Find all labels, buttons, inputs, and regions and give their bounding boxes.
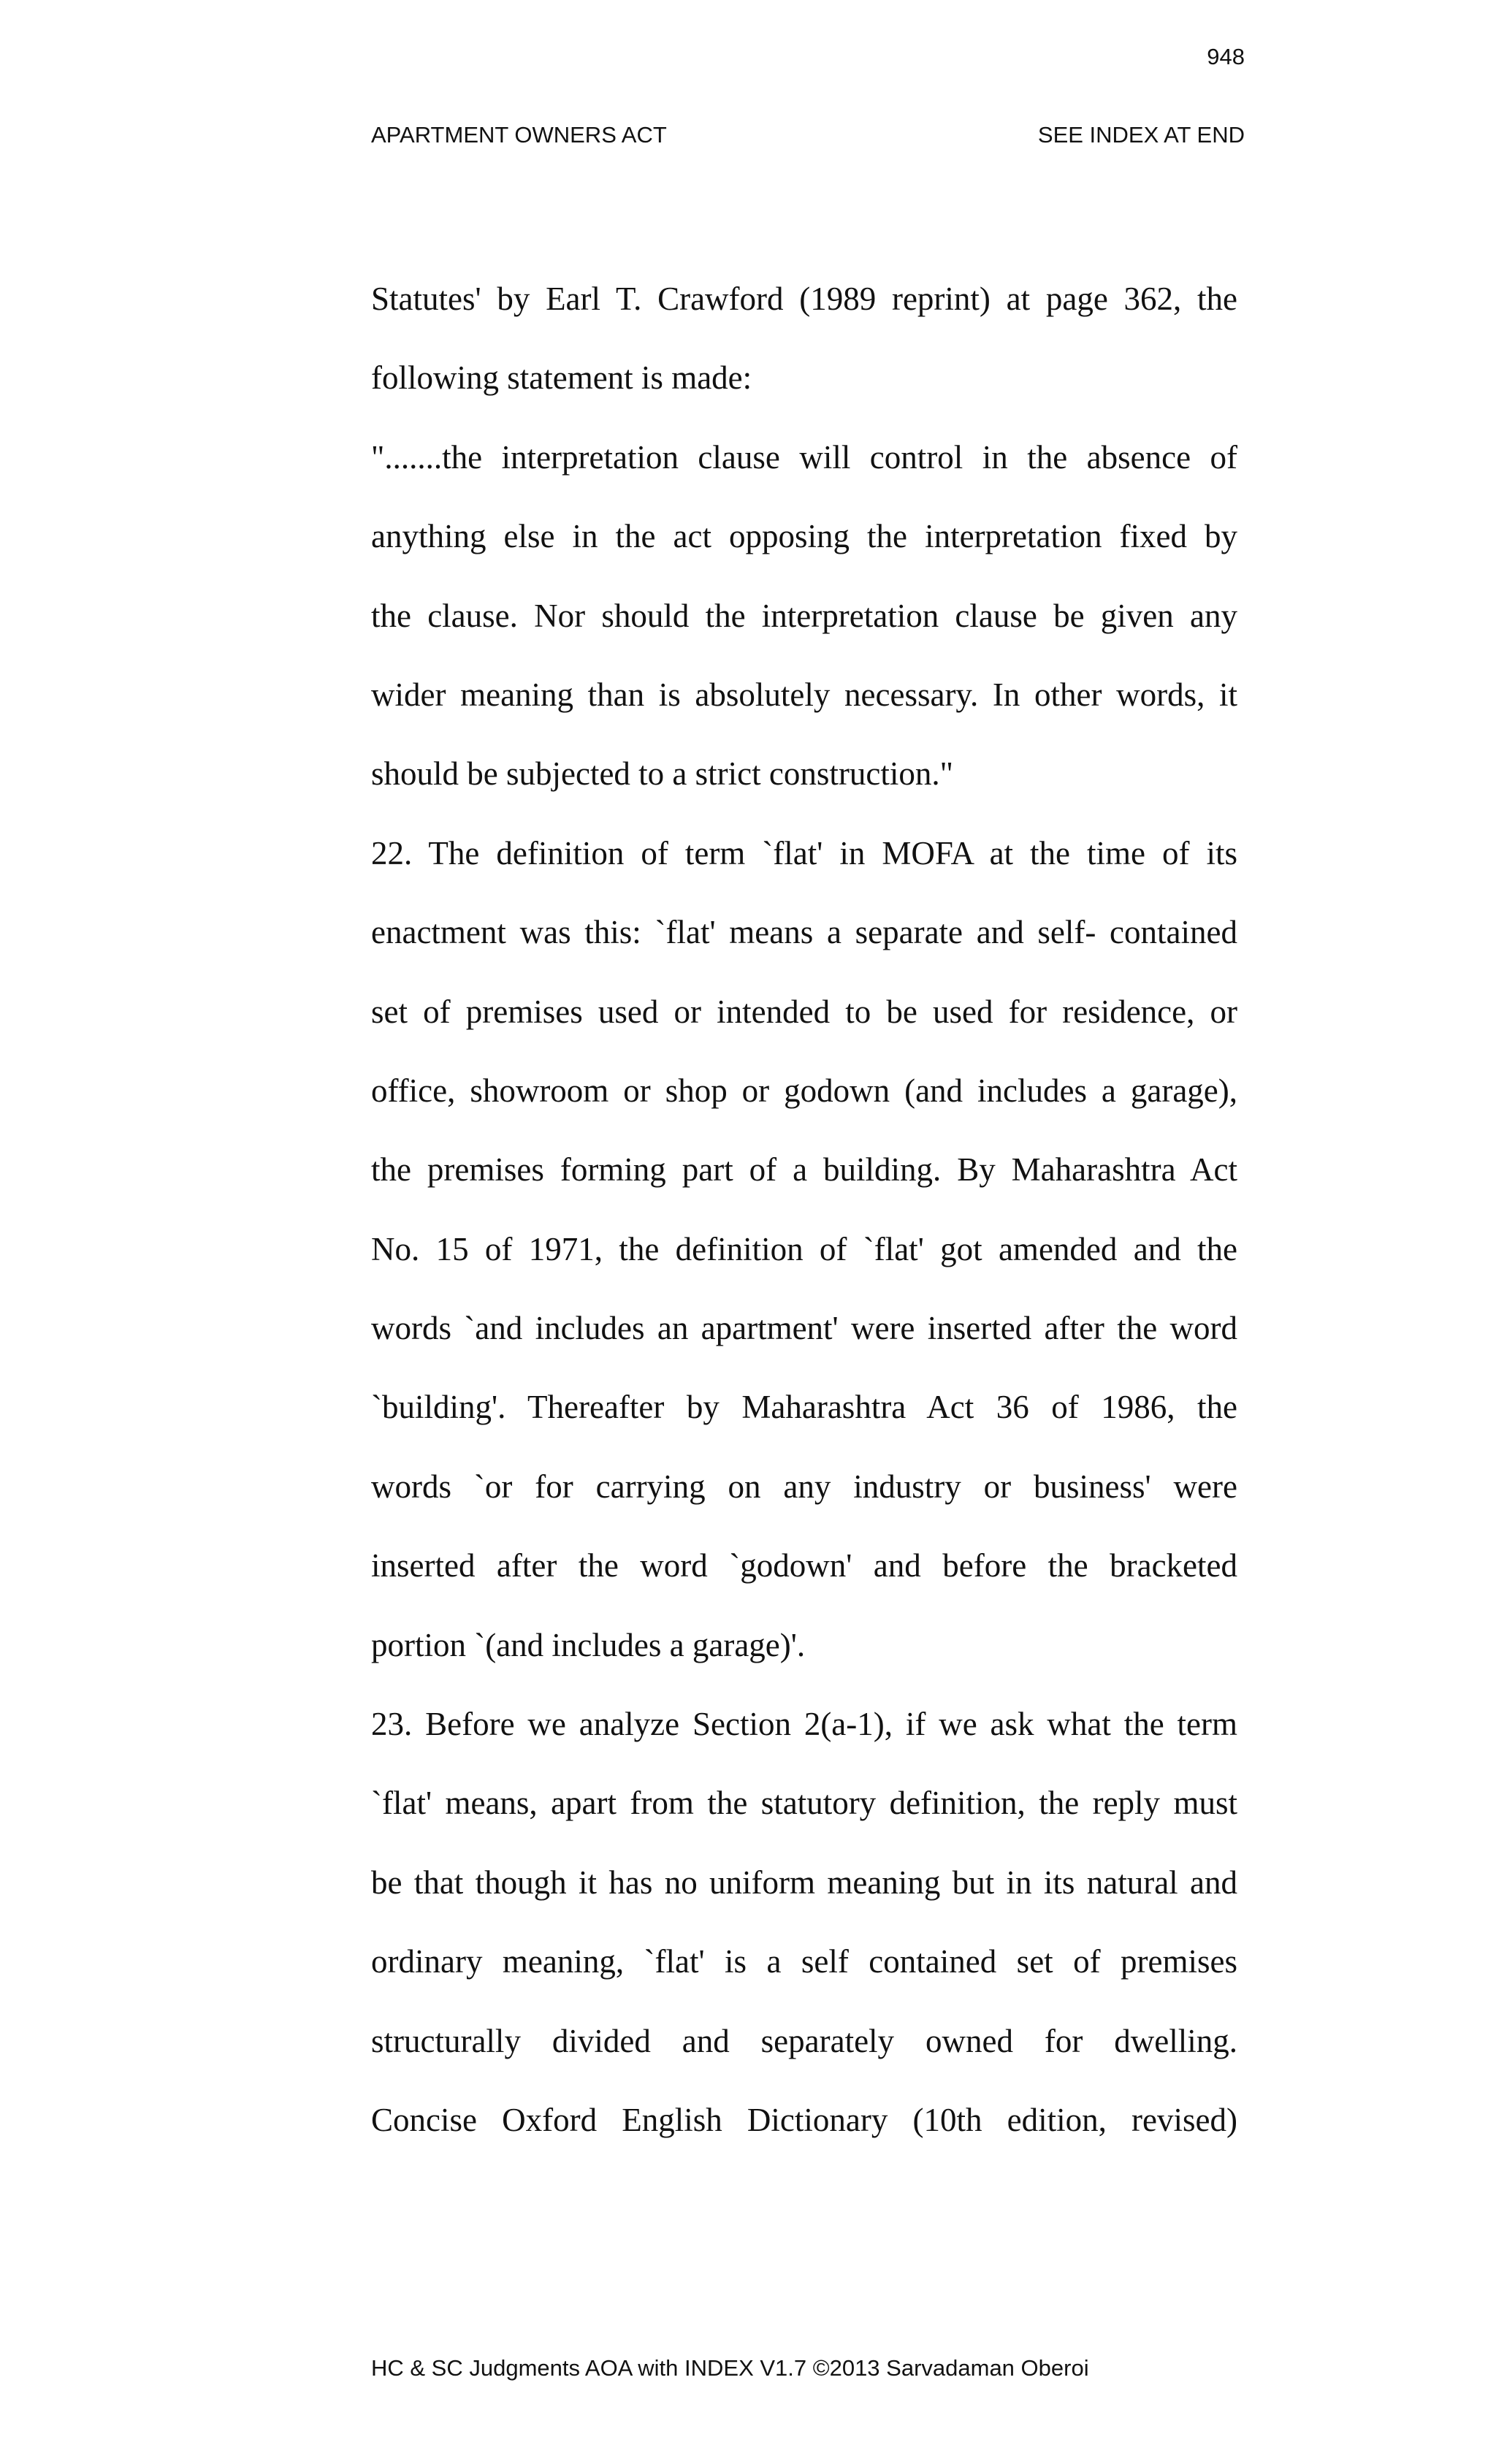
body-line: Concise Oxford English Dictionary (10th edition, revised) bbox=[371, 2101, 1237, 2138]
page-number: 948 bbox=[1207, 44, 1245, 69]
footer-copyright: HC & SC Judgments AOA with INDEX V1.7 ©2013 Sarvadaman Oberoi bbox=[371, 2355, 1089, 2381]
body-line: `flat' means, apart from the statutory definition, the reply must bbox=[371, 1785, 1237, 1822]
body-line: anything else in the act opposing the interpretation fixed by bbox=[371, 518, 1237, 555]
body-line: structurally divided and separately owned for dwelling. bbox=[371, 2022, 1237, 2059]
body-line: portion `(and includes a garage)'. bbox=[371, 1626, 806, 1663]
body-line: the clause. Nor should the interpretation clause be given any bbox=[371, 597, 1237, 634]
body-line: words `and includes an apartment' were inserted after the word bbox=[371, 1310, 1237, 1347]
body-line: Statutes' by Earl T. Crawford (1989 reprint) at page 362, the bbox=[371, 281, 1237, 317]
document-body bbox=[371, 259, 1237, 2159]
body-line: should be subjected to a strict construction." bbox=[371, 755, 953, 793]
body-line: set of premises used or intended to be used for residence, or bbox=[371, 993, 1237, 1030]
body-line: the premises forming part of a building. By Maharashtra Act bbox=[371, 1151, 1237, 1189]
running-header-title: APARTMENT OWNERS ACT bbox=[371, 122, 667, 148]
body-line: 22. The definition of term `flat' in MOFA at the time of its bbox=[371, 834, 1237, 871]
body-line: be that though it has no uniform meaning but in its natural and bbox=[371, 1864, 1237, 1901]
body-line: `building'. Thereafter by Maharashtra Act 36 of 1986, the bbox=[371, 1389, 1237, 1426]
body-line: ordinary meaning, `flat' is a self contained set of premises bbox=[371, 1943, 1237, 1980]
body-line: No. 15 of 1971, the definition of `flat' got amended and the bbox=[371, 1230, 1237, 1267]
body-line: words `or for carrying on any industry or business' were bbox=[371, 1468, 1237, 1505]
body-line: enactment was this: `flat' means a separate and self- contained bbox=[371, 914, 1237, 951]
body-line: office, showroom or shop or godown (and includes a garage), bbox=[371, 1072, 1237, 1109]
body-line: wider meaning than is absolutely necessary. In other words, it bbox=[371, 676, 1237, 713]
body-line: following statement is made: bbox=[371, 359, 752, 397]
body-line: 23. Before we analyze Section 2(a-1), if we ask what the term bbox=[371, 1706, 1237, 1743]
running-header-index-note: SEE INDEX AT END bbox=[1037, 122, 1245, 148]
body-line: ".......the interpretation clause will control in the absence of bbox=[371, 438, 1237, 476]
body-line: inserted after the word `godown' and before the bracketed bbox=[371, 1547, 1237, 1584]
